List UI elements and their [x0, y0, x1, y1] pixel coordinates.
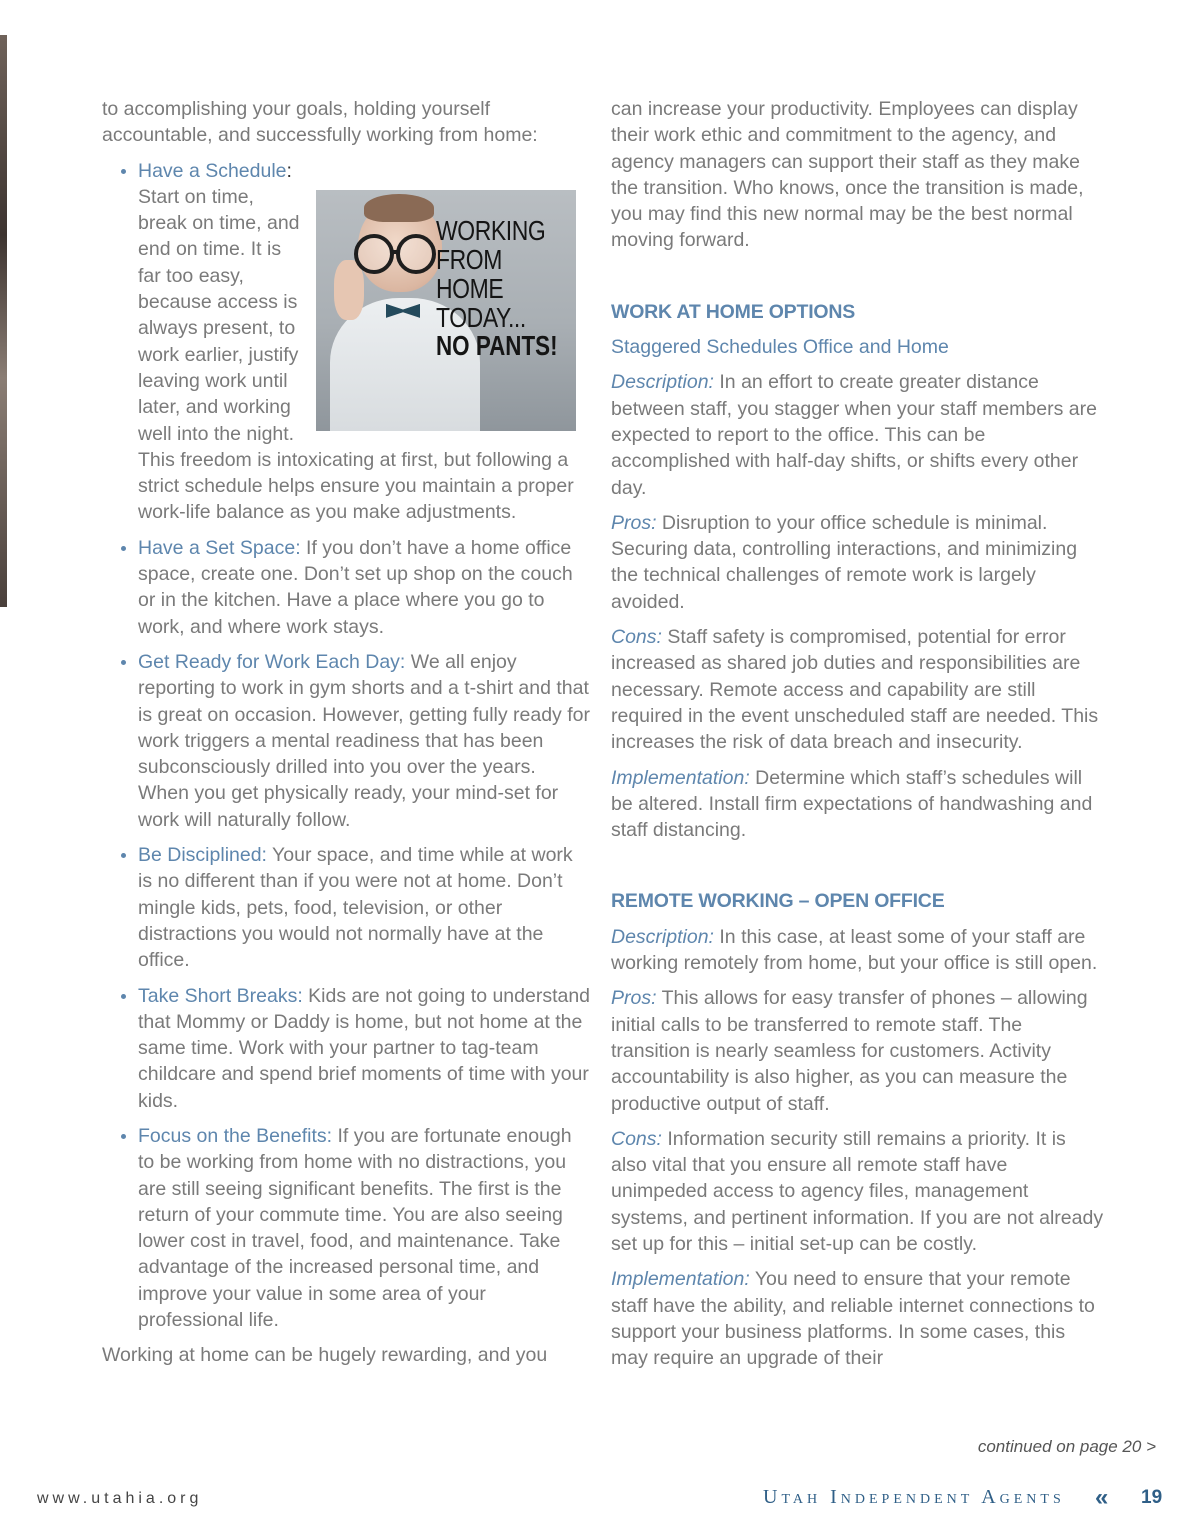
- list-item: [102, 1123, 592, 1333]
- pros-paragraph: [611, 510, 1106, 615]
- double-chevron-icon: «: [1095, 1484, 1109, 1511]
- glasses-lens-right: [396, 234, 436, 274]
- list-item: [102, 649, 592, 833]
- bullet-title: Get Ready for Work Each Day: [138, 650, 400, 673]
- bullet-text: If you are fortunate enough to be working from home with no distractions, you are still seeing significant benefits. The first is the return of your commute time. You are also seeing lower cost in travel, food, and maintenance. Take advantage of the increased personal time, and improve your value in some area of your professional life.: [138, 1124, 572, 1332]
- caption-line-3: TODAY...: [436, 301, 526, 333]
- implementation-label: Implementation:: [611, 1268, 750, 1291]
- description-paragraph: [611, 369, 1106, 500]
- bullet-text: Start on time, break on time, and end on time. It is far too easy, because access is always present, to work earlier, justify leaving work until later, and working well into the night. This freedom is intoxicating at first, but following a strict schedule helps ensure you maintain a proper work-life balance as you make adjustments.: [138, 185, 574, 524]
- bullet-text: Your space, and time while at work is no different than if you were not at home. Don’t mingle kids, pets, food, television, or other distractions you would not normally have at the office.: [138, 844, 573, 972]
- pros-text: This allows for easy transfer of phones – allowing initial calls to be transferred to remote staff. The transition is nearly seamless for customers. Activity accountability is also higher, as you can measure the productive output of staff.: [611, 987, 1088, 1115]
- glasses-bridge: [390, 250, 400, 254]
- pros-text: Disruption to your office schedule is minimal. Securing data, controlling interactions, and minimizing the technical challenges of remote work is largely avoided.: [611, 511, 1078, 613]
- bullet-title: Focus on the Benefits:: [138, 1124, 333, 1147]
- list-item: [102, 842, 592, 973]
- implementation-text: Determine which staff’s schedules will be altered. Install firm expectations of handwashing and staff distancing.: [611, 766, 1093, 842]
- description-text: In an effort to create greater distance between staff, you stagger when your staff members are expected to report to the office. This can be accomplished with half-day shifts, or shifts every other day.: [611, 371, 1097, 499]
- pros-paragraph: [611, 985, 1106, 1116]
- implementation-text: You need to ensure that your remote staff have the ability, and reliable internet connections to support your business platforms. In some cases, this may require an upgrade of their: [611, 1268, 1095, 1370]
- footer-magazine-title: Utah Independent Agents: [763, 1486, 1065, 1508]
- cons-paragraph: [611, 1126, 1106, 1257]
- list-item: [102, 158, 592, 526]
- pros-label: Pros:: [611, 987, 657, 1010]
- list-item: [102, 535, 592, 640]
- bullet-title: Take Short Breaks:: [138, 984, 303, 1007]
- closing-paragraph: Working at home can be hugely rewarding, and you: [102, 1344, 548, 1367]
- bullet-title: Be Disciplined:: [138, 844, 267, 867]
- intro-paragraph: to accomplishing your goals, holding yourself accountable, and successfully working from home:: [102, 98, 538, 147]
- baby-glasses-photo: [316, 190, 576, 431]
- right-column: [611, 96, 1106, 1371]
- tips-list: [102, 158, 592, 1334]
- description-label: Description:: [611, 925, 714, 948]
- cons-label: Cons:: [611, 626, 662, 649]
- description-label: Description:: [611, 371, 714, 394]
- bullet-separator: :: [295, 536, 301, 559]
- caption-line-2: FROM HOME: [436, 243, 504, 304]
- bullet-separator: :: [286, 159, 292, 182]
- bullet-text: Kids are not going to understand that Mommy or Daddy is home, but not home at the same time. Work with your partner to tag-team childcare and spend brief moments of time with your kids.: [138, 984, 591, 1112]
- edge-photo-strip: [0, 35, 7, 607]
- bullet-title: Have a Schedule: [138, 159, 287, 182]
- cons-text: Information security still remains a priority. It is also vital that you ensure all remote staff have unimpeded access to agency files, management systems, and pertinent information. If you are not already set up for this – initial set-up can be costly.: [611, 1127, 1104, 1255]
- photo-caption: [436, 216, 551, 332]
- list-item: [102, 983, 592, 1114]
- implementation-paragraph: [611, 765, 1106, 844]
- cons-paragraph: [611, 624, 1106, 755]
- subheading-staggered: Staggered Schedules Office and Home: [611, 336, 949, 359]
- bullet-text: If you don’t have a home office space, create one. Don’t set up shop on the couch or in the kitchen. Have a place where you go to work, and where work stays.: [138, 536, 573, 638]
- hair-shape: [364, 194, 434, 222]
- left-column: [102, 96, 592, 1369]
- pros-label: Pros:: [611, 511, 657, 534]
- section-heading-remote-working: REMOTE WORKING – OPEN OFFICE: [611, 890, 945, 913]
- glasses-lens-left: [354, 234, 394, 274]
- page-number: 19: [1141, 1487, 1163, 1508]
- bullet-title: Have a Set Space: [138, 536, 296, 559]
- bullet-text: We all enjoy reporting to work in gym shorts and a t-shirt and that is great on occasion. However, getting fully ready for work triggers a mental readiness that has been subconsciously drilled into you over the years. When you get physically ready, your mind-set for work will naturally follow.: [138, 650, 590, 831]
- continued-note[interactable]: continued on page 20 >: [977, 1437, 1156, 1456]
- implementation-label: Implementation:: [611, 766, 750, 789]
- photo-punchline: NO PANTS!: [436, 329, 558, 361]
- cons-label: Cons:: [611, 1127, 662, 1150]
- cons-text: Staff safety is compromised, potential for error increased as shared job duties and responsibilities are necessary. Remote access and capability are still required in the event unscheduled staff are needed. This increases the risk of data breach and insecurity.: [611, 626, 1099, 754]
- implementation-paragraph: [611, 1266, 1106, 1371]
- description-paragraph: [611, 924, 1106, 977]
- caption-line-1: WORKING: [436, 214, 546, 246]
- bullet-separator: :: [399, 650, 406, 673]
- section-heading-work-at-home: WORK AT HOME OPTIONS: [611, 300, 856, 323]
- footer-website-link[interactable]: www.utahia.org: [37, 1490, 203, 1507]
- hand-shape: [334, 260, 364, 320]
- continuation-paragraph: can increase your productivity. Employees can display their work ethic and commitment to the agency, and agency managers can support their staff as they make the transition. Who knows, once the transition is made, you may find this new normal may be the best normal moving forward.: [611, 98, 1084, 252]
- description-text: In this case, at least some of your staff are working remotely from home, but your office is still open.: [611, 925, 1098, 975]
